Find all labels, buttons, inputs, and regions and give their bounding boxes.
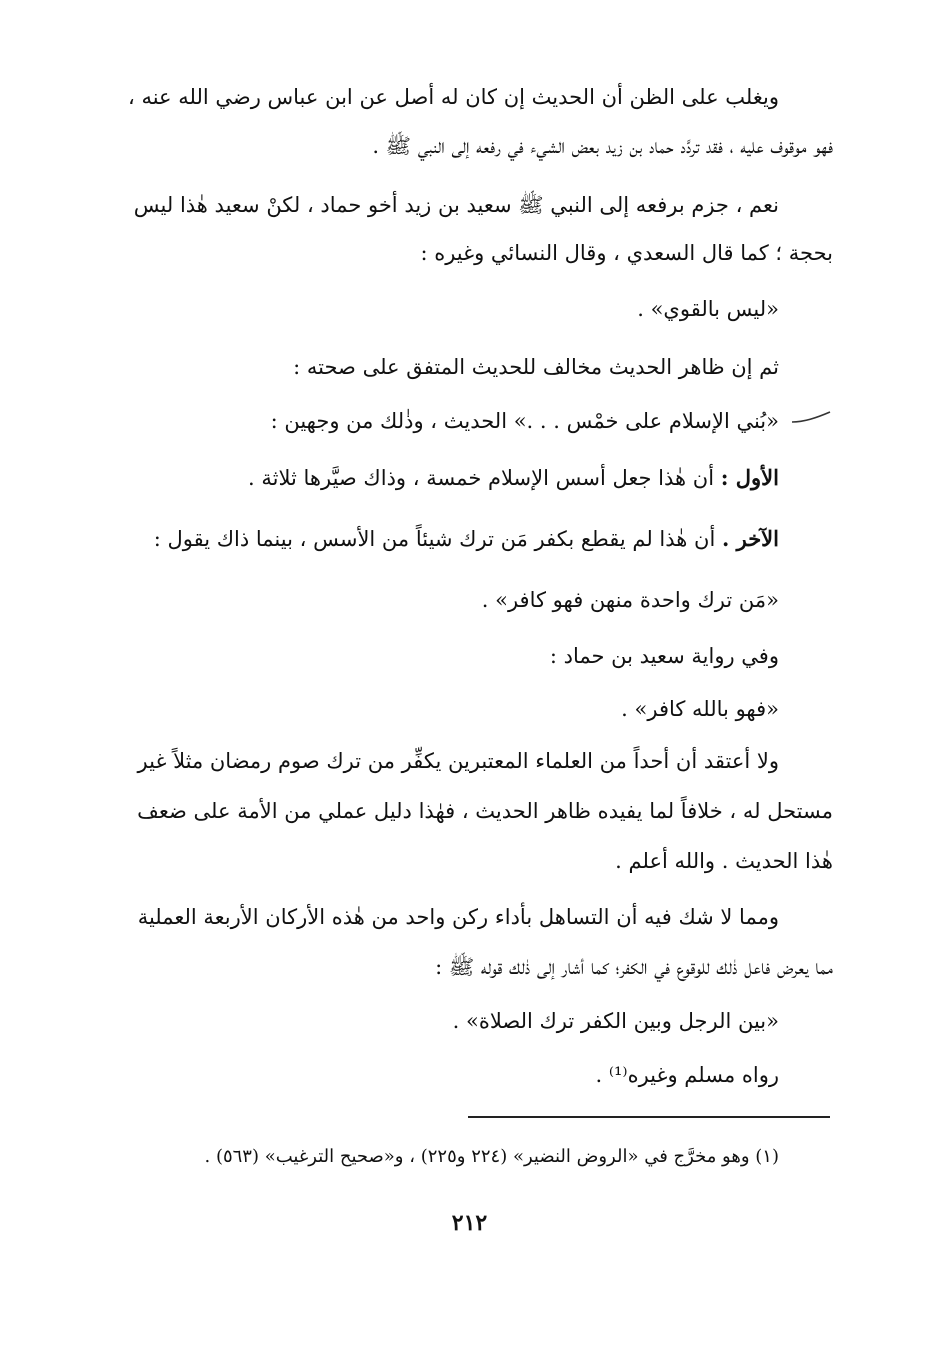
point-second-text: أن هٰذا لم يقطع بكفر مَن ترك شيئاً من الأسس ، بينما ذاك يقول :	[153, 527, 716, 551]
paragraph-line: هٰذا الحديث . والله أعلم .	[615, 849, 833, 873]
quote-line: «بُني الإسلام على خمْس . . .» الحديث ، وذٰلك من وجهين :	[270, 409, 779, 433]
quote-line: «ليس بالقوي» .	[637, 297, 779, 321]
point-first-text: أن هٰذا جعل أسس الإسلام خمسة ، وذاك صيَّرها ثلاثة .	[248, 466, 715, 490]
quote-line: «فهو بالله كافر» .	[621, 697, 779, 721]
point-first-line	[248, 463, 779, 493]
paragraph-line: ثم إن ظاهر الحديث مخالف للحديث المتفق على صحته :	[293, 355, 779, 379]
paragraph-line: رواه مسلم وغيره⁽¹⁾ .	[595, 1063, 779, 1087]
point-first-label: الأول :	[720, 465, 779, 490]
paragraph-line: ومما لا شك فيه أن التساهل بأداء ركن واحد من هٰذه الأركان الأربعة العملية	[137, 905, 779, 929]
paragraph-line: بحجة ؛ كما قال السعدي ، وقال النسائي وغيره :	[420, 241, 833, 265]
paragraph-line: وفي رواية سعيد بن حماد :	[549, 644, 779, 668]
quote-line: «مَن ترك واحدة منهن فهو كافر» .	[481, 588, 779, 612]
paragraph-line: فهو موقوف عليه ، فقد تردَّد حماد بن زيد بعض الشيء في رفعه إلى النبي ﷺ .	[372, 134, 833, 158]
point-second-line	[154, 524, 779, 554]
paragraph-line: مستحل له ، خلافاً لما يفيده ظاهر الحديث ، فهٰذا دليل عملي من الأمة على ضعف	[137, 799, 833, 823]
point-second-label: الآخر .	[721, 526, 779, 551]
paragraph-line: ويغلب على الظن أن الحديث إن كان له أصل عن ابن عباس رضي الله عنه ،	[128, 85, 779, 109]
margin-mark-icon	[790, 410, 832, 426]
footnote-divider	[468, 1116, 830, 1118]
paragraph-line: مما يعرض فاعل ذٰلك للوقوع في الكفر؛ كما أشار إلى ذٰلك قوله ﷺ :	[435, 955, 833, 979]
footnote: (١) وهو مخرَّج في «الروض النضير» (٢٢٤ و٢٢٥) ، و«صحيح الترغيب» (٥٦٣) .	[204, 1146, 779, 1167]
paragraph-line: نعم ، جزم برفعه إلى النبي ﷺ سعيد بن زيد أخو حماد ، لكنْ سعيد هٰذا ليس	[133, 193, 779, 217]
quote-line: «بين الرجل وبين الكفر ترك الصلاة» .	[452, 1009, 779, 1033]
page-number: ٢١٢	[451, 1210, 488, 1236]
paragraph-line: ولا أعتقد أن أحداً من العلماء المعتبرين يكفِّر من ترك صوم رمضان مثلاً غير	[137, 749, 779, 773]
